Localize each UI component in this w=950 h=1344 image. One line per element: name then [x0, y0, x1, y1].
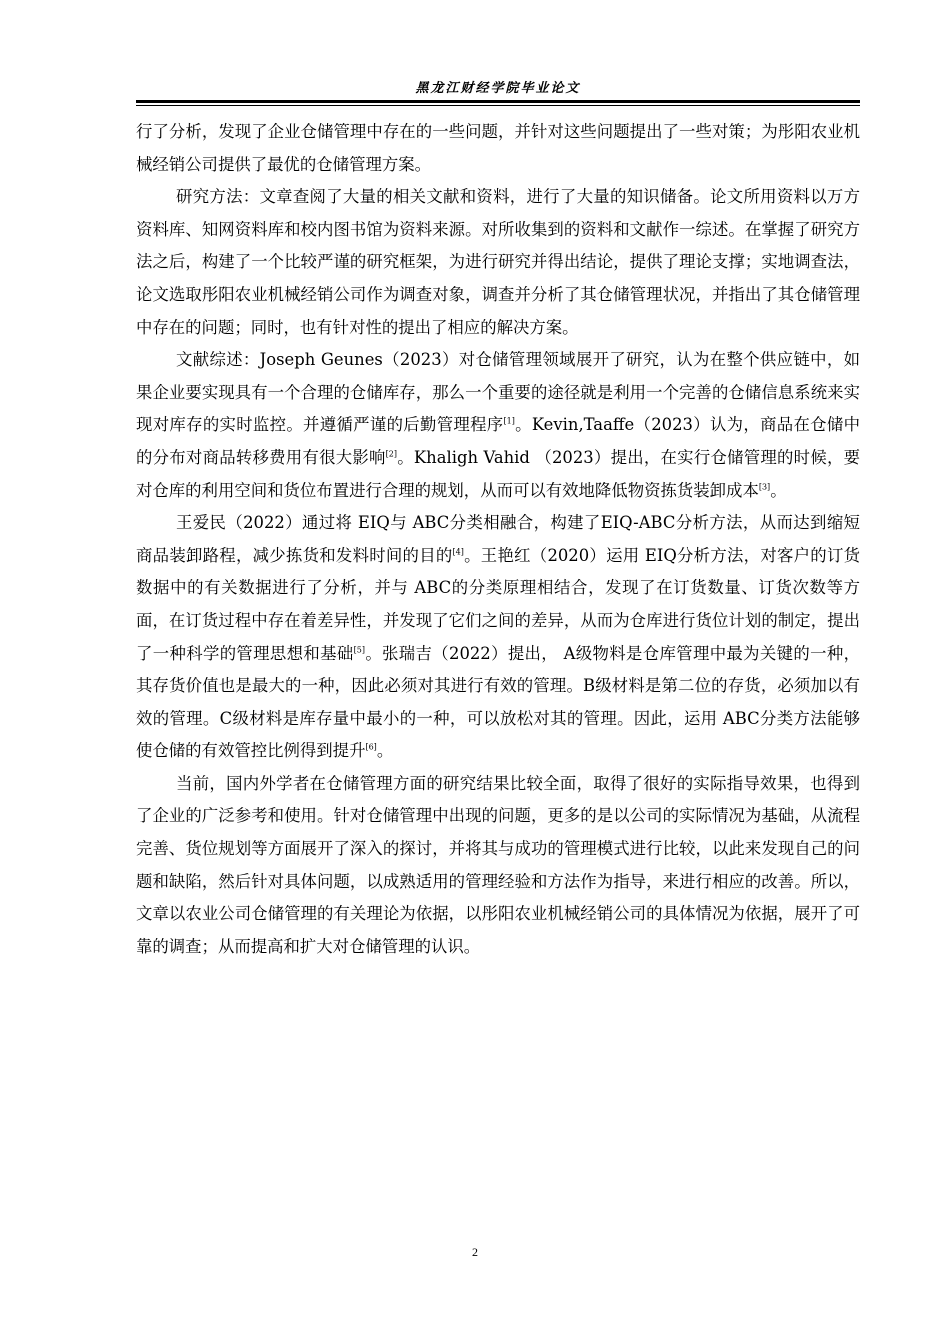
paragraph-text: 当前，国内外学者在仓储管理方面的研究结果比较全面，取得了很好的实际指导效果，也得到了企业的广泛参考和使用。针对仓储管理中出现的问题，更多的是以公司的实际情况为基础，从流程完善、货位规划等方面展开了深入的探讨，并将其与成功的管理模式进行比较，以此来发现自己的问题和缺陷，然后针对具体问题，以成熟适用的管理经验和方法作为指导，来进行相应的改善。所以，文章以农业公司仓储管理的有关理论为依据，以彤阳农业机械经销公司的具体情况为依据，展开了可靠的调查；从而提高和扩大对仓储管理的认识。 — [136, 773, 860, 956]
page-number: 2 — [472, 1245, 478, 1259]
citation-ref: [2] — [385, 449, 398, 459]
citation-ref: [4] — [452, 547, 464, 557]
paragraph — [136, 116, 860, 181]
paragraph — [136, 344, 860, 507]
paragraph-text: 。王艳红（2020）运用 EIQ分析方法，对客户的订货数据中的有关数据进行了分析，并与 ABC的分类原理相结合，发现了在订货数量、订货次数等方面，在订货过程中存在着差异性，并发现了它们之间的差异，从而为仓库进行货位计划的制定，提出了一种科学的管理思想和基础 — [136, 545, 860, 663]
body-text — [136, 116, 860, 963]
citation-ref: [3] — [758, 482, 771, 492]
paragraph-text: 。张瑞吉（2022）提出， A级物料是仓库管理中最为关键的一种，其存货价值也是最大的一种，因此必须对其进行有效的管理。B级材料是第二位的存货，必须加以有效的管理。C级材料是库存量中最小的一种，可以放松对其的管理。因此，运用 ABC分类方法能够使仓储的有效管控比例得到提升 — [136, 643, 861, 761]
paragraph-text: 研究方法：文章查阅了大量的相关文献和资料，进行了大量的知识储备。论文所用资料以万方资料库、知网资料库和校内图书馆为资料来源。对所收集到的资料和文献作一综述。在掌握了研究方法之后，构建了一个比较严谨的研究框架，为进行研究并得出结论，提供了理论支撑；实地调查法，论文选取彤阳农业机械经销公司作为调查对象，调查并分析了其仓储管理状况，并指出了其仓储管理中存在的问题；同时，也有针对性的提出了相应的解决方案。 — [136, 187, 860, 337]
paragraph-text: 王爱民（2022）通过将 EIQ与 ABC分类相融合，构建了EIQ-ABC分析方法，从而达到缩短商品装卸路程，减少拣货和发料时间的目的 — [136, 513, 860, 565]
paragraph — [136, 768, 860, 964]
citation-ref: [5] — [353, 645, 365, 655]
citation-ref: [6] — [365, 742, 377, 752]
paragraph-text: 行了分析，发现了企业仓储管理中存在的一些问题，并针对这些问题提出了一些对策；为彤阳农业机械经销公司提供了最优的仓储管理方案。 — [136, 122, 860, 174]
paragraph-text: 。Kevin,Taaffe（2023）认为，商品在仓储中的分布对商品转移费用有很大影响 — [136, 415, 860, 467]
paragraph — [136, 181, 860, 344]
paragraph-text: 。Khaligh Vahid （2023）提出，在实行仓储管理的时候，要对仓库的利用空间和货位布置进行合理的规划，从而可以有效地降低物资拣货装卸成本 — [136, 447, 861, 500]
running-header-title: 黑龙江财经学院毕业论文 — [415, 81, 581, 96]
paragraph — [136, 507, 860, 768]
paragraph-text: 。 — [376, 741, 394, 761]
paragraph-text: 。 — [770, 480, 787, 500]
header-rule-thick — [136, 100, 860, 103]
citation-ref: [1] — [503, 416, 515, 426]
paragraph-text: 文献综述：Joseph Geunes（2023）对仓储管理领域展开了研究，认为在整个供应链中，如果企业要实现具有一个合理的仓储库存，那么一个重要的途径就是利用一个完善的仓储信息系统来实现对库存的实时监控。并遵循严谨的后勤管理程序 — [136, 350, 860, 435]
header-rule-thin — [136, 105, 860, 106]
